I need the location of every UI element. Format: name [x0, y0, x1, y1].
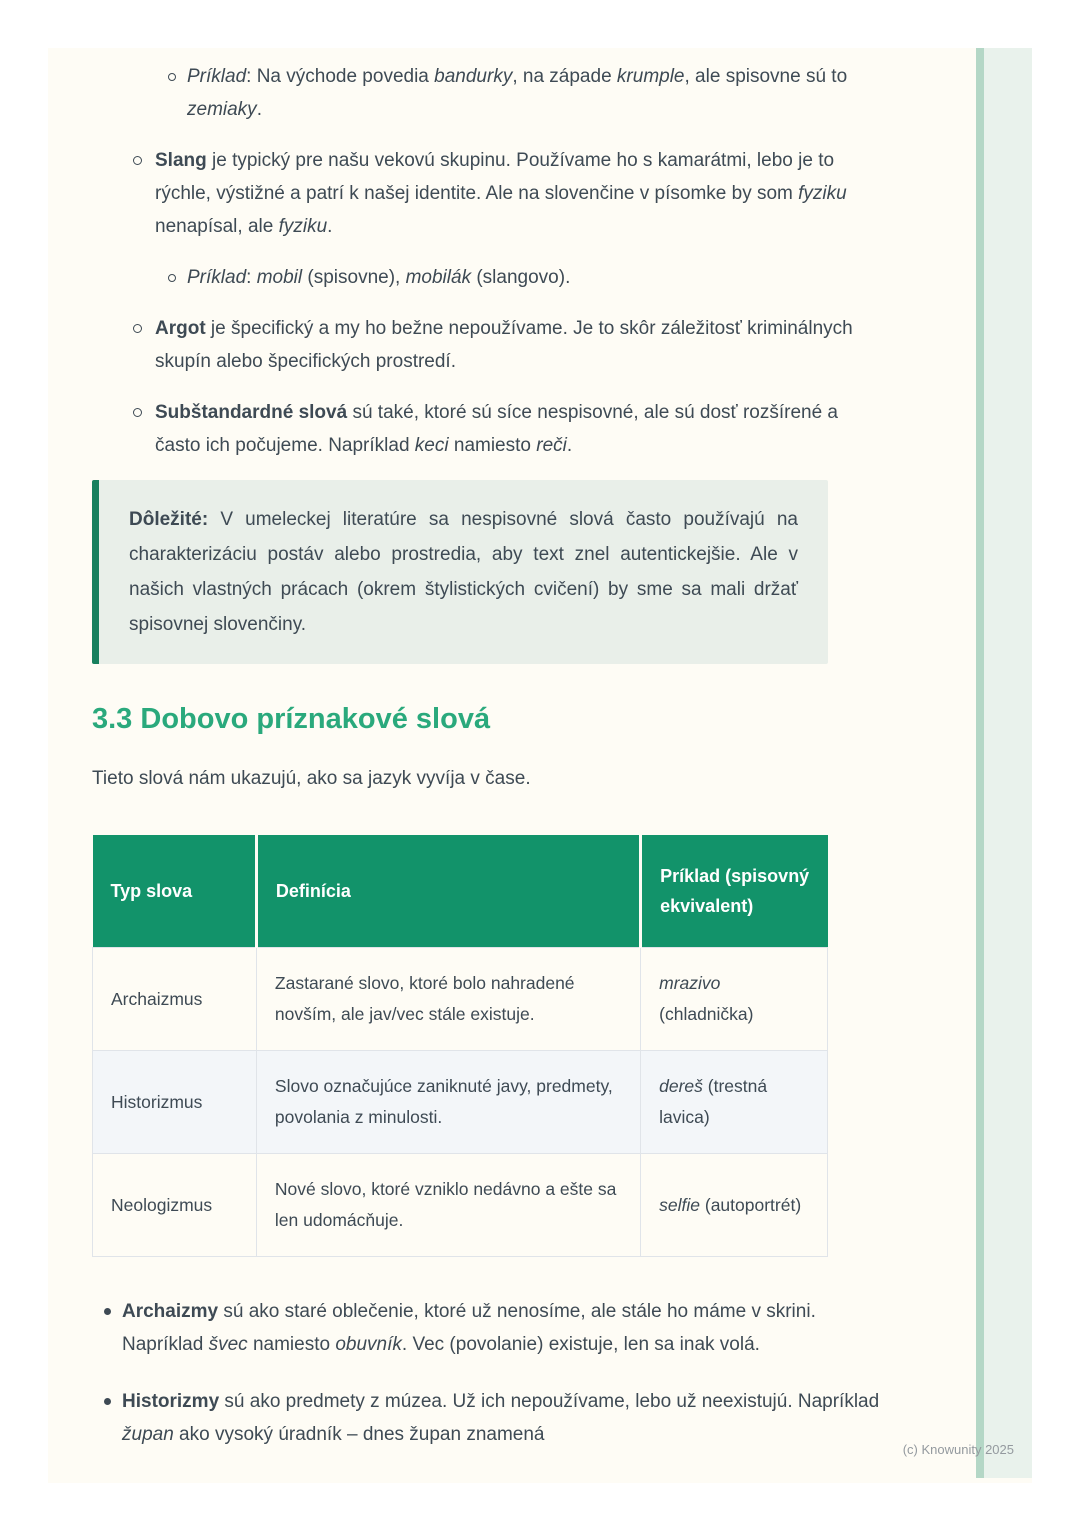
text-run: selfie — [659, 1194, 700, 1215]
column-header-example: Príklad (spisovný ekvivalent) — [641, 835, 828, 948]
disc-bullet-icon — [104, 1398, 111, 1405]
cell-type: Neologizmus — [93, 1154, 257, 1257]
text-run: Príklad — [187, 267, 247, 288]
text-run: Dôležité: — [129, 509, 209, 530]
text-run: dereš — [659, 1076, 703, 1096]
decorative-side-strip — [976, 48, 1032, 1478]
text-run: zemiaky — [187, 99, 257, 120]
text-run: namiesto — [448, 435, 537, 456]
list-item — [92, 1295, 884, 1361]
text-run: nenapísal, ale — [155, 216, 279, 237]
cell-example — [641, 948, 828, 1051]
text-run: keci — [414, 435, 449, 456]
text-run: reči — [536, 435, 567, 456]
text-run: bandurky — [434, 66, 513, 87]
text-run: je špecifický a my ho bežne nepoužívame. Je to skôr záležitosť kriminálnych skupín alebo špecifických prostredí. — [155, 318, 853, 372]
text-run: (trestná lavica) — [659, 1076, 768, 1127]
text-run: fyziku — [798, 183, 847, 204]
text-run: . — [566, 435, 573, 456]
callout-text — [129, 509, 798, 635]
section-heading: 3.3 Dobovo príznakové slová — [92, 703, 491, 735]
text-run: sú ako predmety z múzea. Už ich nepoužívame, lebo už neexistujú. Napríklad — [219, 1391, 880, 1412]
text-run: švec — [208, 1334, 248, 1355]
cell-type: Historizmus — [93, 1051, 257, 1154]
text-run: župan — [122, 1424, 174, 1445]
text-run: obuvník — [335, 1334, 402, 1355]
text-run: krumple — [616, 66, 685, 87]
cell-example — [641, 1154, 828, 1257]
text-run: (chladnička) — [659, 1004, 754, 1024]
text-run: mrazivo — [659, 973, 721, 993]
text-run: je typický pre našu vekovú skupinu. Používame ho s kamarátmi, lebo je to rýchle, výstižné a patrí k našej identite. Ale na slovenčine v písomke by som — [155, 150, 835, 204]
column-header-type: Typ slova — [93, 835, 257, 948]
document-page — [48, 48, 1032, 1483]
text-run: : — [246, 267, 257, 288]
text-run: (slangovo). — [471, 267, 571, 288]
text-run: V umeleckej literatúre sa nespisovné slová často používajú na charakterizáciu postáv alebo prostredia, aby text znel autentickejšie. Ale v našich vlastných prácach (okrem štylistických cvičení) by sme sa mali držať spisovnej slovenčiny. — [129, 509, 798, 635]
circle-bullet-icon — [168, 274, 176, 282]
circle-bullet-icon — [133, 324, 142, 333]
text-run: Argot — [155, 318, 206, 339]
word-types-table — [92, 835, 828, 1257]
circle-bullet-icon — [168, 73, 176, 81]
text-run: mobilák — [405, 267, 472, 288]
list-item-text — [155, 318, 853, 372]
text-run: (spisovne), — [302, 267, 406, 288]
cell-type: Archaizmus — [93, 948, 257, 1051]
text-run: : Na východe povedia — [246, 66, 435, 87]
list-item — [92, 396, 884, 462]
document-content — [48, 48, 928, 1451]
circle-bullet-icon — [133, 408, 142, 417]
table-row — [93, 1154, 828, 1257]
list-item-text — [122, 1301, 816, 1355]
list-item-text — [187, 66, 847, 120]
list-item — [92, 261, 884, 294]
table-header-row — [93, 835, 828, 948]
cell-definition: Nové slovo, ktoré vzniklo nedávno a ešte sa len udomácňuje. — [256, 1154, 640, 1257]
list-item — [92, 144, 884, 243]
text-run: sú ako staré oblečenie, ktoré už nenosíme, ale stále ho máme v skrini. Napríklad — [122, 1301, 816, 1355]
list-item-text — [187, 267, 570, 288]
text-run: sú také, ktoré sú síce nespisovné, ale sú dosť rozšírené a často ich počujeme. Napríklad — [155, 402, 838, 456]
text-run: mobil — [256, 267, 303, 288]
text-run: Archaizmy — [122, 1301, 219, 1322]
cell-example — [641, 1051, 828, 1154]
section-intro-text: Tieto slová nám ukazujú, ako sa jazyk vyvíja v čase. — [92, 768, 531, 789]
text-run: ako vysoký úradník – dnes župan znamená — [173, 1424, 545, 1445]
cell-definition: Slovo označujúce zaniknuté javy, predmety, povolania z minulosti. — [256, 1051, 640, 1154]
text-run: (autoportrét) — [700, 1194, 802, 1215]
table-row — [93, 948, 828, 1051]
list-item — [92, 60, 884, 126]
important-callout — [92, 480, 828, 664]
text-run: namiesto — [247, 1334, 336, 1355]
text-run: fyziku — [278, 216, 328, 237]
column-header-definition: Definícia — [256, 835, 640, 948]
list-item-text — [122, 1391, 879, 1445]
cell-definition: Zastarané slovo, ktoré bolo nahradené novším, ale jav/vec stále existuje. — [256, 948, 640, 1051]
text-run: Príklad — [187, 66, 247, 87]
text-run: Historizmy — [122, 1391, 220, 1412]
bottom-bullet-list — [92, 1295, 884, 1451]
copyright-watermark: (c) Knowunity 2025 — [902, 1442, 1014, 1457]
table-row — [93, 1051, 828, 1154]
list-item — [92, 312, 884, 378]
text-run: . — [256, 99, 262, 120]
text-run: , ale spisovne sú to — [684, 66, 848, 87]
text-run: . — [327, 216, 333, 237]
text-run: Slang — [155, 150, 207, 171]
list-item-text — [155, 150, 847, 237]
text-run: Subštandardné slová — [155, 402, 348, 423]
list-item — [92, 1385, 884, 1451]
text-run: . Vec (povolanie) existuje, len sa inak volá. — [401, 1334, 760, 1355]
disc-bullet-icon — [104, 1308, 111, 1315]
text-run: , na západe — [512, 66, 617, 87]
circle-bullet-icon — [133, 156, 142, 165]
list-item-text — [155, 402, 838, 456]
